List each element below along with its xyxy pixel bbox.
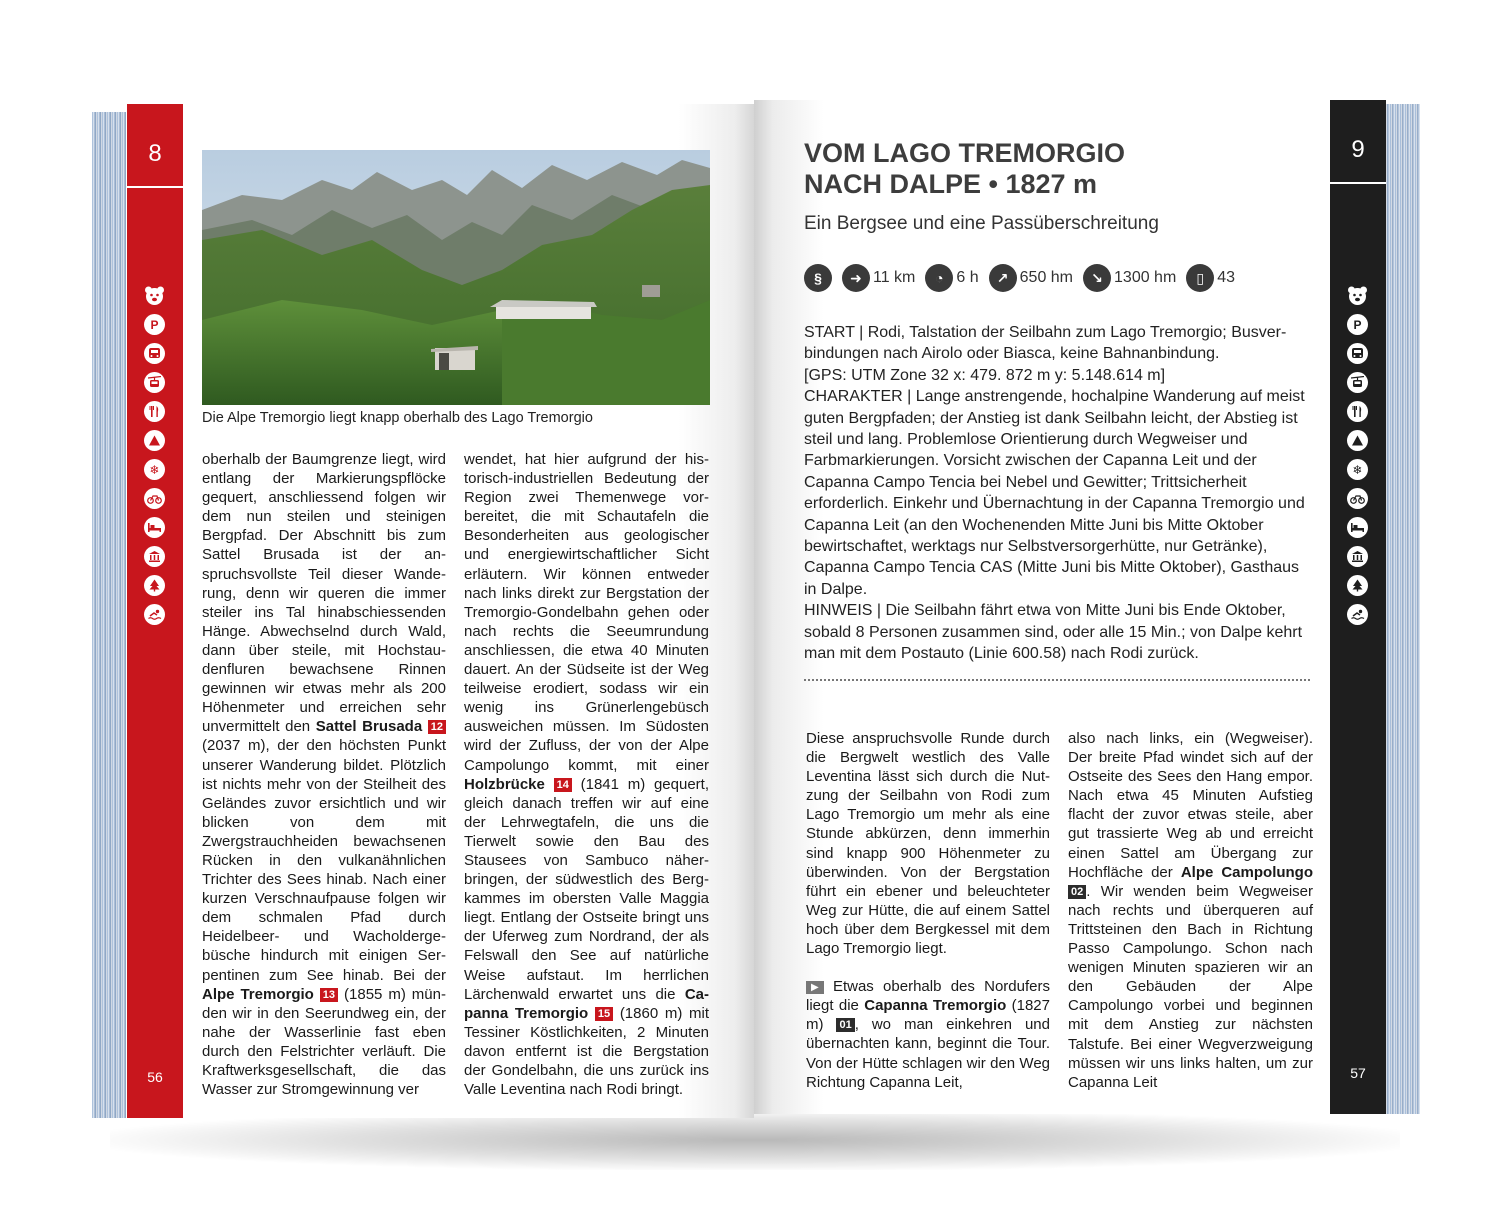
mountain-icon: [144, 430, 165, 451]
distance-value: 11 km: [873, 269, 916, 286]
stat-distance: [842, 264, 915, 292]
bear-icon: [144, 285, 165, 306]
bicycle-icon: [1347, 488, 1368, 509]
restaurant-icon: [1347, 401, 1368, 422]
tour-stats: [804, 264, 1239, 292]
icon-column-left: [144, 285, 166, 633]
play-arrow-icon: ▶: [806, 981, 824, 994]
bus-icon: [144, 343, 165, 364]
descent-value: 1300 hm: [1114, 269, 1177, 286]
snowflake-icon: ❄: [144, 459, 165, 480]
chapter-number-right: 9: [1351, 136, 1365, 163]
mountain-icon: [1347, 430, 1368, 451]
page-edges-left: [92, 112, 126, 1118]
left-text-column-1: [202, 450, 446, 1099]
photo-alpe-tremorgio: [202, 150, 710, 405]
descent-arrow-icon: ↘: [1083, 264, 1111, 292]
info-hinweis: HINWEIS | Die Seilbahn fährt etwa von Mitte Juni bis Ende Oktober, sobald 8 Personen zusammen sind, oder alle 15 Min.; von Dalpe kehrt man mit dem Postauto (Linie 600.58) nach Rodi zurück.: [804, 602, 1303, 663]
dotted-divider: [804, 679, 1310, 681]
place-name: Sattel Brusada: [315, 718, 423, 736]
waypoint-number: 02: [1068, 885, 1086, 899]
waypoint-number: 14: [554, 778, 572, 792]
bicycle-icon: [144, 488, 165, 509]
chapter-tab-left: [127, 104, 183, 1118]
waypoint-number: 12: [428, 720, 446, 734]
place-name: Holzbrücke: [464, 775, 545, 793]
chapter-tab-right: [1330, 100, 1386, 1114]
waypoint-number: 15: [595, 1007, 613, 1021]
stat-descent: [1083, 264, 1176, 292]
duration-value: 6 h: [956, 269, 979, 286]
left-text-column-2: [464, 450, 709, 1099]
right-text-column-1: [806, 729, 1050, 1092]
tour-info-box: [804, 322, 1310, 665]
paragraph: ▶ Etwas oberhalb des Nordufers liegt die Capanna Tremorgio (1827 m) 01 , wo man einkehren und übernachten kann, beginnt die Tour. Von der Hütte schlagen wir den Weg Richtung Capanna Leit,: [806, 978, 1050, 1091]
paragraph: oberhalb der Baumgrenze liegt, wird entlang der Markierungspflöcke gequert, anschliessend folgen wir dem nun steilen und steinigen Bergpfad. Der Abschnitt bis zum Sattel Brusada ist der anspruchsvollste Teil dieser Wanderung, denn wir queren die immer steiler ins Tal hinabschiessenden Hänge. Abwechselnd durch Wald, dann über steile, mit Hochstaudenfluren bewachsene Rinnen gewinnen wir etwas mehr als 200 Höhenmeter und erreichen sehr unvermittelt den Sattel Brusada 12 (2037 m), der den höchsten Punkt unserer Wanderung bildet. Plötzlich ist nichts mehr von der Steilheit des Geländes zuvor ersichtlich und wir blicken von dem mit Zwergstrauchheiden bewachsenen Rücken in den vulkanähnlichen Trichter des Sees hinab. Nach einer kurzen Verschnaufpause folgen wir dem schmalen Pfad durch Heidelbeer- und Wacholdergebüsche hindurch mit einigen Serpentinen zum See hinab. Bei der Alpe Tremorgio 13 (1855 m) münden wir in den Seerundweg ein, der nahe der Wasserlinie fast eben durch den Felstrichter verläuft. Die Kraftwerksgesellschaft, die das Wasser zur Stromgewinnung ver: [202, 451, 446, 1099]
restaurant-icon: [144, 401, 165, 422]
bed-icon: [144, 517, 165, 538]
swimming-icon: [1347, 604, 1368, 625]
tab-divider: [127, 186, 183, 188]
museum-icon: [144, 546, 165, 567]
place-name: Alpe Tremorgio: [202, 985, 314, 1003]
map-icon: ▯: [1186, 264, 1214, 292]
right-text-column-2: [1068, 729, 1313, 1092]
signpost-icon: ➜: [842, 264, 870, 292]
tree-icon: [1347, 575, 1368, 596]
ascent-arrow-icon: ↗: [989, 264, 1017, 292]
stat-duration: [925, 264, 978, 292]
book-shadow: [110, 1110, 1400, 1170]
museum-icon: [1347, 546, 1368, 567]
bed-icon: [1347, 517, 1368, 538]
tab-divider: [1330, 182, 1386, 184]
bus-icon: [1347, 343, 1368, 364]
map-page-value: 43: [1217, 269, 1236, 286]
info-charakter: CHARAKTER | Lange anstrengende, hochalpine Wanderung auf meist guten Bergpfaden; der Anstieg ist dank Seilbahn leicht, der Abstieg ist steil und lang. Problemlose Orientierung durch Wegweiser und Farbmarkierungen. Vorsicht zwischen der Capanna Leit und der Capanna Campo Tencia bei Nebel und Gewitter; Trittsicherheit erforderlich. Einkehr und Übernachtung in der Capanna Tremorgio und Capanna Leit (an den Wochenenden Mitte Juni bis Mitte Oktober bewirtschaftet, werktags nur Selbstversorgerhütte, nur Getränke), Capanna Campo Tencia CAS (Mitte Juni bis Mitte Oktober), Gasthaus in Dalpe.: [804, 388, 1305, 598]
waypoint-number: 13: [320, 988, 338, 1002]
parking-icon: P: [1347, 314, 1368, 335]
clock-icon: ◔: [925, 264, 953, 292]
cable-car-icon: [1347, 372, 1368, 393]
icon-column-right: [1347, 285, 1369, 633]
place-name: Alpe Campolungo: [1180, 863, 1314, 881]
tree-icon: [144, 575, 165, 596]
chapter-number-left: 8: [148, 140, 162, 167]
page-number-left: 56: [147, 1069, 163, 1085]
waypoint-number: 01: [836, 1018, 854, 1032]
stat-ascent: [989, 264, 1073, 292]
page-edges-right: [1386, 104, 1420, 1114]
route-icon-wrap: [804, 264, 832, 292]
info-gps: [GPS: UTM Zone 32 x: 479. 872 m y: 5.148.614 m]: [804, 366, 1166, 384]
photo-caption: Die Alpe Tremorgio liegt knapp oberhalb des Lago Tremorgio: [202, 410, 593, 426]
paragraph: Diese anspruchsvolle Runde durch die Bergwelt westlich des Valle Leventina lässt sich durch die Nutzung der Seilbahn von Rodi zum Lago Tremorgio um mehr als eine Stunde abkürzen, denn immerhin sind knapp 900 Höhenmeter zu überwinden. Von der Bergstation führt ein ebener und beleuchteter Weg zur Hütte, die auf einem Sattel hoch über dem Bergkessel mit dem Lago Tremorgio liegt.: [806, 730, 1050, 958]
swimming-icon: [144, 604, 165, 625]
tour-title-line-2: NACH DALPE • 1827 m: [804, 169, 1098, 199]
tour-title-line-1: VOM LAGO TREMORGIO: [804, 138, 1125, 168]
page-number-right: 57: [1350, 1065, 1366, 1081]
tour-title: [804, 138, 1125, 200]
ascent-value: 650 hm: [1019, 269, 1074, 286]
cable-car-icon: [144, 372, 165, 393]
place-name: Capanna Tremorgio: [464, 985, 709, 1022]
tour-subtitle: Ein Bergsee und eine Passüberschreitung: [804, 213, 1159, 234]
bear-icon: [1347, 285, 1368, 306]
snowflake-icon: ❄: [1347, 459, 1368, 480]
route-icon: §: [804, 264, 832, 292]
place-name: Capanna Tremorgio: [864, 997, 1007, 1015]
parking-icon: P: [144, 314, 165, 335]
paragraph: wendet, hat hier aufgrund der historisch-industriellen Bedeutung der Region zwei Themenwege vorbereitet, die mit Schautafeln die Besonderheiten aus geologischer und energiewirtschaftlicher Sicht erläutern. Wir können entweder nach links direkt zur Bergstation der Tremorgio-Gondelbahn gehen oder nach rechts die Seeumrundung anschliessen, die etwa 40 Minuten dauert. An der Südseite ist der Weg teilweise erodiert, sodass wir ein wenig ins Grünerlengebüsch ausweichen müssen. Im Südosten wird der Zufluss, der von der Alpe Campolungo kommt, mit einer Holzbrücke 14 (1841 m) gequert, gleich danach treffen wir auf eine der Lehrwegtafeln, die uns die Tierwelt sowie den Bau des Stausees von Sambuco näherbringen, der südwestlich des Bergkammes im obersten Valle Maggia liegt. Entlang der Ostseite bringt uns der Uferweg zum Nordrand, der als Felswall den See auf natürliche Weise aufstaut. Im herrlichen Lärchenwald erwartet uns die Capanna Tremorgio 15 (1860 m) mit Tessiner Köstlichkeiten, 2 Minuten davon entfernt ist die Bergstation der Gondelbahn, die uns zurück ins Valle Leventina nach Rodi bringt.: [464, 451, 710, 1099]
paragraph: also nach links, ein (Wegweiser). Der breite Pfad windet sich auf der Ostseite des Sees den Hang empor. Nach etwa 45 Minuten Aufstieg flacht der zuvor etwas steile, aber gut trassierte Weg ab und erreicht einen Sattel am Übergang zur Hochfläche der Alpe Campolungo 02 . Wir wenden beim Wegweiser nach rechts und überqueren auf Trittsteinen den Bach in Richtung Passo Campolungo. Schon nach wenigen Minuten spazieren wir an den Gebäuden der Alpe Campolungo vorbei und beginnen mit dem Anstieg zur nächsten Talstufe. Bei einer Wegverzweigung müssen wir uns links halten, um zur Capanna Leit: [1068, 730, 1314, 1091]
stat-map: [1186, 264, 1235, 292]
info-start: START | Rodi, Talstation der Seilbahn zum Lago Tremorgio; Busverbindungen nach Airolo oder Biasca, keine Bahnanbindung.: [804, 324, 1287, 363]
